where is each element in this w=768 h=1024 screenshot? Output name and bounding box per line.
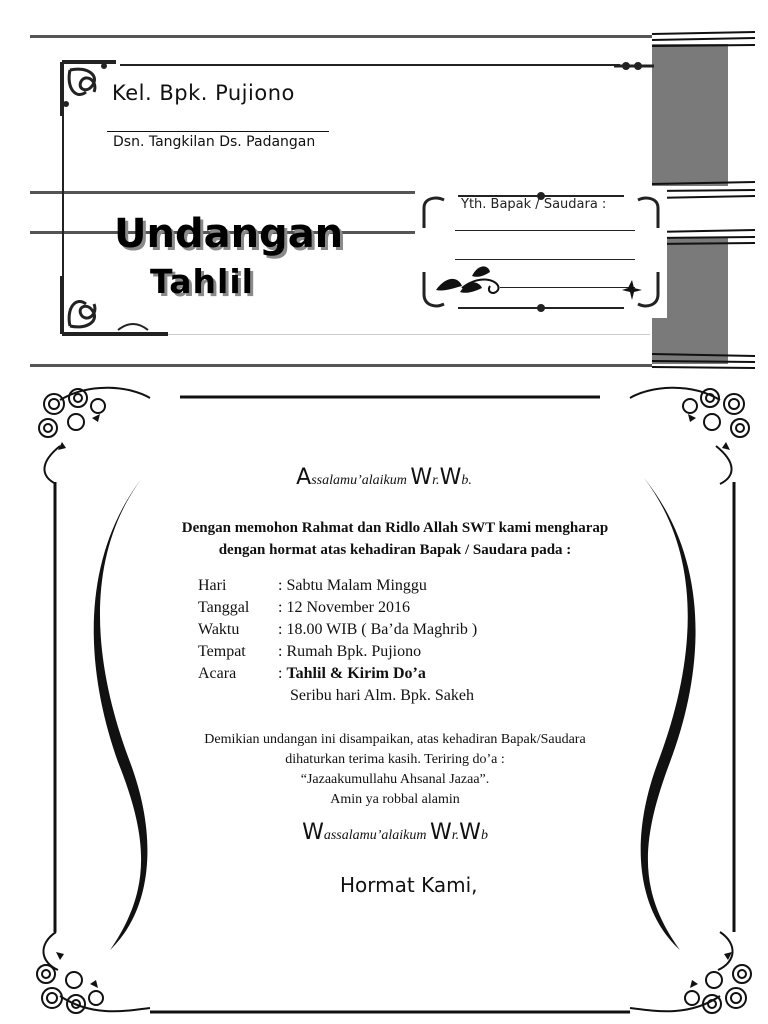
invitation-subtitle: Tahlil [150,262,254,301]
greeting [0,465,768,490]
intro-line-1: Dengan memohon Rahmat dan Ridlo Allah SWT kami mengharap [181,520,609,536]
greeting-cap-a: A [296,465,312,490]
event-note-row [290,687,474,705]
detail-value-prefix: : [278,665,287,682]
sender-name: Kel. Bpk. Pujiono [112,81,295,105]
event-name: Tahlil & Kirim Do’a [286,665,426,682]
detail-value: : 12 November 2016 [278,599,410,616]
greeting-text-3: b. [461,473,472,488]
envelope-bottom-inner-rule [120,334,650,335]
farewell-cap-w3: W [459,820,481,845]
farewell [0,820,768,845]
rose-ornament-bottom-left-icon [30,948,116,1020]
greeting-cap-w: W [410,465,433,490]
detail-label: Tempat [198,643,246,660]
corner-ornament-top-right [612,58,656,74]
detail-value [278,665,426,683]
sender-address-underline [107,131,329,132]
envelope-bottom-rule [30,364,652,367]
leaf-ornament-icon [432,262,642,302]
rose-ornament-top-left-icon [32,382,118,454]
envelope [0,0,768,372]
greeting-text-1: ssalamu’alaikum [311,473,411,488]
intro-line-2: dengan hormat atas kehadiran Bapak / Saudara pada : [218,542,572,558]
detail-label: Tanggal [198,599,250,616]
detail-label: Waktu [198,621,240,638]
recipient-label: Yth. Bapak / Saudara : [461,197,607,212]
detail-value: : Sabtu Malam Minggu [278,577,427,594]
farewell-text-1: assalamu’alaikum [323,828,430,843]
sender-address: Dsn. Tangkilan Ds. Padangan [113,134,316,150]
recipient-line-1 [455,230,635,231]
closing-line-1: Demikian undangan ini disampaikan, atas kehadiran Bapak/Saudara [204,732,586,747]
farewell-cap-w: W [302,820,324,845]
detail-label: Hari [198,577,227,594]
closing-paragraph [0,730,768,810]
signoff: Hormat Kami, [340,873,478,897]
farewell-cap-w2: W [430,820,452,845]
closing-line-2: dihaturkan terima kasih. Teriring do’a : [285,752,505,767]
corner-ornament-top-left [58,58,120,120]
event-note: Seribu hari Alm. Bpk. Sakeh [290,687,474,704]
envelope-mid-rule-1 [30,191,415,194]
envelope-top-rule [30,35,652,38]
closing-line-4: Amin ya robbal alamin [330,792,460,807]
greeting-cap-w2: W [439,465,462,490]
closing-line-3: “Jazaakumullahu Ahsanal Jazaa”. [300,772,490,787]
greeting-text-2: r. [432,473,440,488]
intro-paragraph [0,517,768,561]
rose-ornament-top-right-icon [670,382,756,454]
detail-value: : 18.00 WIB ( Ba’da Maghrib ) [278,621,478,638]
detail-label: Acara [198,665,237,682]
invitation-title: Undangan [114,211,344,257]
envelope-top-inner-rule [120,64,620,66]
rose-ornament-bottom-right-icon [672,948,758,1020]
recipient-line-2 [455,259,635,260]
detail-value: : Rumah Bpk. Pujiono [278,643,422,660]
farewell-text-3: b [480,828,488,843]
farewell-text-2: r. [451,828,460,843]
